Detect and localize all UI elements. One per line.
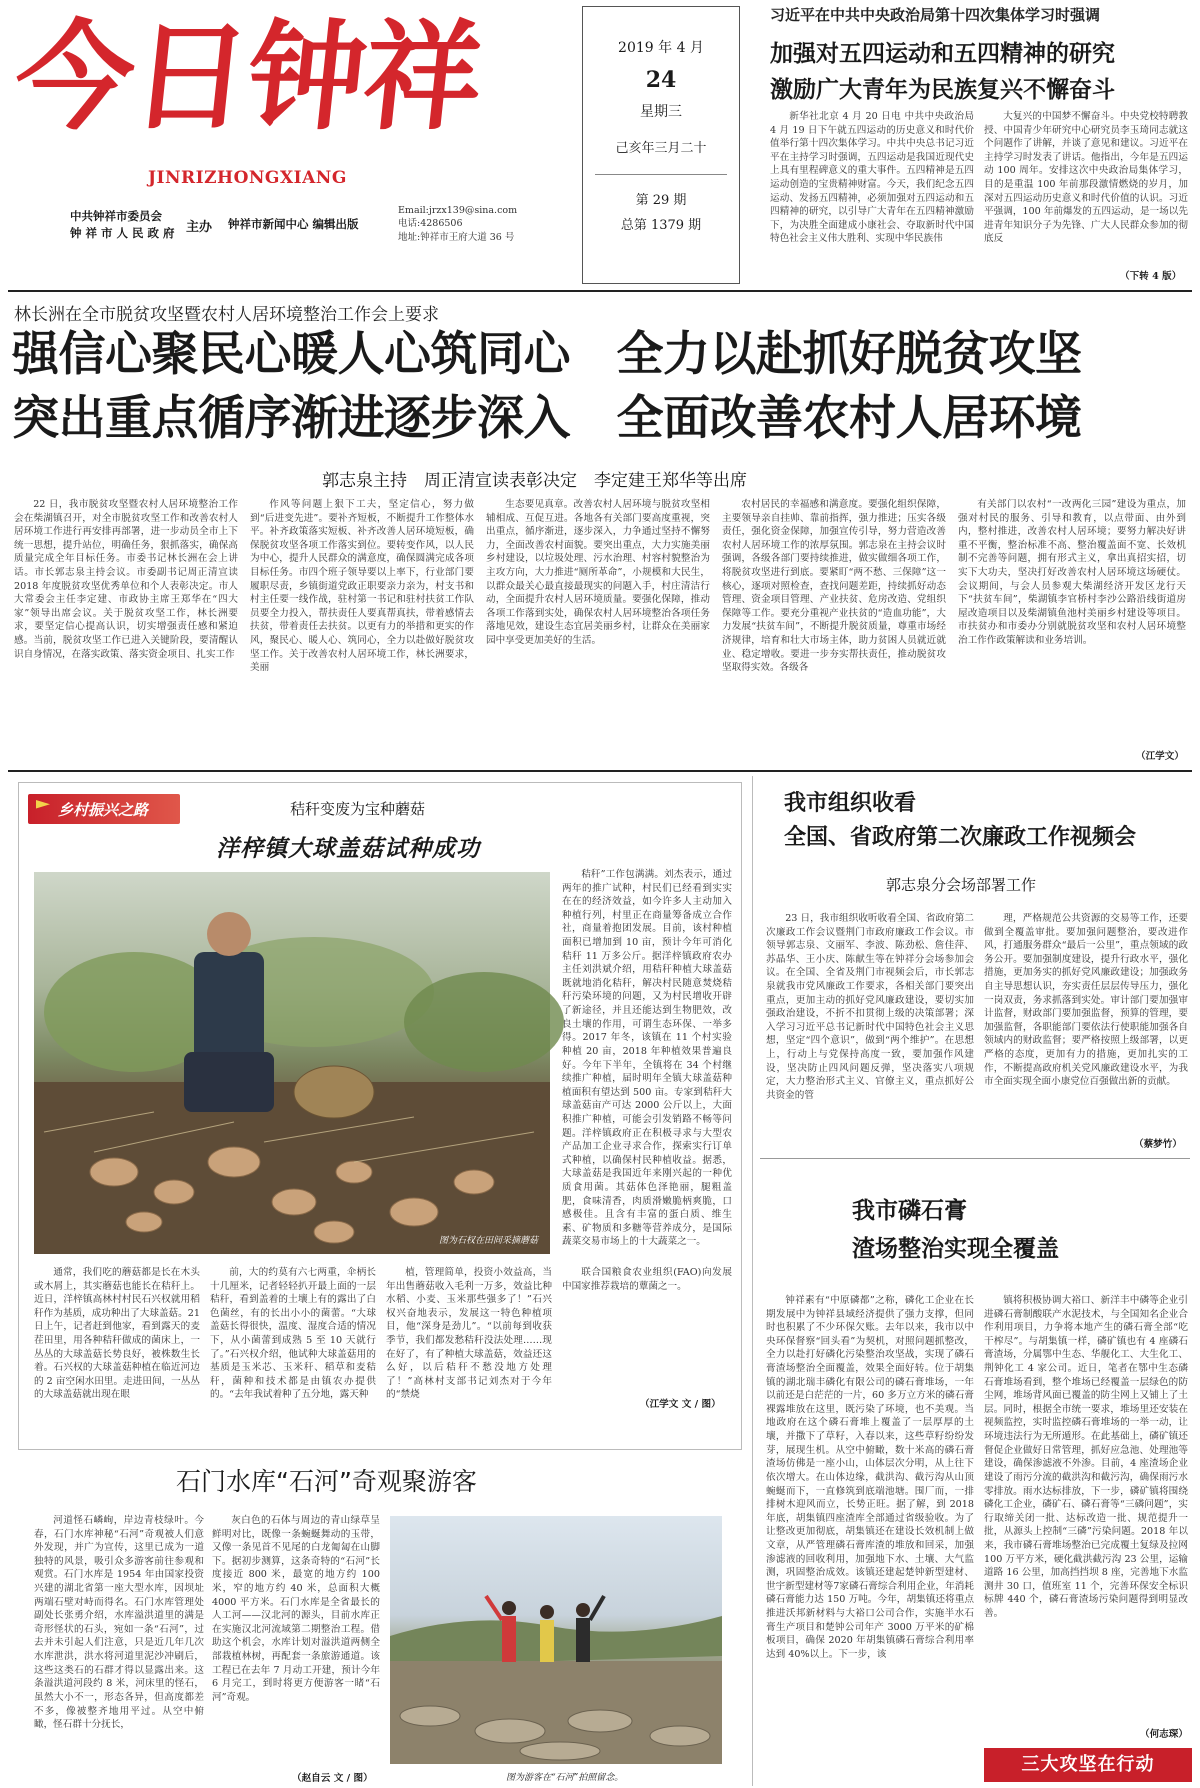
rule-right (760, 1158, 1190, 1159)
rule-top (8, 290, 1192, 292)
corner-banner-text: 三大攻坚在行动 (1021, 1754, 1155, 1775)
corner-banner (984, 1748, 1192, 1782)
reservoir-headline: 石门水库“石河”奇观聚游客 (176, 1467, 477, 1496)
video-subhead: 郭志泉分会场部署工作 (886, 876, 1037, 894)
rule-mid (8, 770, 1192, 772)
lead-col-2: 作风等问题上狠下工夫，坚定信心，努力做到“后进变先进”。要补齐短板，不断提升工作整体水平。补齐政策落实短板、补齐改善人居环境短板，确保脱贫攻坚各项工作落实到位。要转变作风，以人民为中心，提升人民群众的满意度，确保圆满完成各项目标任务。市四个班子领导要以上率下，行业部门要履职尽责，乡镇街道党政正职要亲力亲为，村支书和村主任要一线作战，驻村第一书记和驻村扶贫工作队员要全力投入，帮扶责任人要真帮真扶，带着感情去扶贫，带着责任去扶贫。以更有力的举措和更实的作风，聚民心、暖人心、筑同心，全力以赴做好脱贫攻坚工作。关于改善农村人居环境工作，林长洲要求，美丽 (250, 499, 474, 674)
lead-subhead: 郭志泉主持 周正清宣读表彰决定 李定建王郑华等出席 (322, 471, 747, 491)
contact-address: 地址:钟祥市王府大道 36 号 (398, 231, 515, 243)
lead-byline: （江学文） (1136, 751, 1184, 762)
video-headline1: 我市组织收看 (784, 791, 917, 816)
masthead-pinyin: JINRIZHONGXIANG (148, 168, 347, 188)
publisher: 钟祥市新闻中心 编辑出版 (228, 217, 359, 231)
mushroom-kicker: 秸秆变废为宝种蘑菇 (290, 800, 426, 818)
mushroom-bottom-col-1: 通常，我们吃的蘑菇都是长在木头或木屑上，其实蘑菇也能长在秸秆上。近日，洋梓镇高林村村民石兴权就用稻秆作为基质，成功种出了大球盖菇。21 日上午，记者赶到他家，看到露天的麦茬田里，用各种秸秆做成的菌床上，一丛丛的大球盖菇长势良好，被株数生长着。石兴权的大球盖菇种植在临近河边的 2 亩空闲水田里。走进田间，一丛丛的大球盖菇就出现在眼 (34, 1267, 200, 1401)
video-byline: （蔡梦竹） (1134, 1139, 1182, 1150)
masthead-title: 今日钟祥 (8, 7, 488, 146)
date: 2019 年 4 月 (618, 40, 704, 56)
top-story-continue: （下转 4 版） (1120, 271, 1182, 282)
banner-flag-icon (36, 800, 50, 817)
top-story-headline2: 激励广大青年为民族复兴不懈奋斗 (770, 77, 1115, 103)
mushroom-photo-illustration (34, 872, 550, 1254)
mushroom-byline: （江学文 文 / 图） (640, 1399, 721, 1410)
mushroom-bottom-col-3: 植，管理简单，投资小效益高，当年出售蘑菇收入毛利一万多，效益比种水稻、小麦、玉米那些强多了！”石兴权兴奋地表示，发展这一特色种植项目，他“深身是劲儿”。“以前每到收获季节，我们都发愁秸秆没法处理……现在好了，有了种植大球盖菇，效益还这么好，以后秸秆不愁没地方处理了！”高林村支部书记刘杰对于今年的“禁烧 (386, 1267, 552, 1401)
reservoir-photo-caption: 图为游客在“石河”拍照留念。 (506, 1773, 624, 1783)
phospho-byline: （何志琛） (1140, 1729, 1188, 1740)
mushroom-bottom-col-2: 前，大的约莫有六七两重，伞柄长十几厘米，记者轻轻扒开最上面的一层秸秆，看到盖着的土壤上有的露出了白色菌丝，有的长出小小的菌蕾。“大球盖菇长得很快，温度、湿度合适的情况下，从小菌蕾到成熟 5 至 10 天就行了。”石兴权介绍，他试种大球盖菇用的基质是玉米芯、玉米秆、稻草和麦秸秆，菌种和技术都是由镇农办提供的。“去年我试着种了五分地，露天种 (210, 1267, 376, 1401)
reservoir-col-1: 河道怪石嶙峋，岸边青枝绿叶。今春，石门水库神秘“石河”奇观被人们意外发现，并广为宣传，这里已成为一道独特的风景，吸引众多游客前往参观和观赏。石门水库是 1954 年由国家投资兴建的湖北省第一座大型水库，因坝址两端石壁对峙而得名。石门水库管理处副处长张勇介绍，水库溢洪道里的满是奇形怪状的石头，宛如一条“石河”，过去并未引起人们注意，只是近几年几次水库泄洪，洪水将河道里泥沙冲刷后，这些这类石的石群才得以显露出来。这条溢洪道河段约 8 米，河床里的怪石，虽然大小不一，形态各异，但高度都差不多，像被整齐地用平过。从空中俯瞰，怪石群十分抚长， (34, 1515, 204, 1731)
mushroom-photo-caption: 图为石权在田间采摘蘑菇 (438, 1236, 538, 1246)
sponsor-block (70, 208, 175, 241)
top-story-col2: 大复兴的中国梦不懈奋斗。中央党校特聘教授、中国青少年研究中心研究员李玉琦同志就这个问题作了讲解，并谈了意见和建议。习近平在主持学习时发表了讲话。他指出，今年是五四运动 100 周年。安排这次中央政治局集体学习，目的是重温 100 年前那段激情燃烧的岁月，加深对五四运动历史意义和时代价值的认识。习近平强调，100 年前爆发的五四运动，是一场以先进青年知识分子为先锋、广大人民群众参加的彻底反 (984, 111, 1188, 245)
mushroom-photo (34, 872, 550, 1254)
mushroom-right-col: 秸秆”工作包满满。刘杰表示，通过两年的推广试种，村民们已经看到实实在在的经济效益，如今许多人主动加入种植行列，村里正在商量筹备成立合作社，商量着抱团发展。目前，该村种植面积已增加到 10 亩，预计今年可消化秸秆 11 万多公斤。据洋梓镇政府农办主任刘洪斌介绍，用秸秆种植大球盖菇既就地消化秸秆，解决村民随意焚烧秸秆污染环境的问题，又为村民增收开辟了新途径，并且还能达到生物肥效，改良土壤的作用，可谓生态环保、一举多得。2017 年冬，该镇在 11 个村实验种植 20 亩，2018 年种植效果普遍良好。今年下半年，全镇将在 34 个村继续推广种植，届时明年全镇大球盖菇种植面积有望达到 500 亩。专家到秸秆大球盖菇亩产可达 2000 公斤以上，大面积推广种植，可能会引发销路不畅等问题。洋梓镇政府正在积极寻求与大型农产品加工企业寻求合作，探索实行订单式种植，以确保村民种植收益。据悉，大球盖菇是我国近年来刚兴起的一种优质食用菌。其菇体色泽艳丽，腿粗盖肥，食味清香，肉质滑嫩脆柄爽脆，口感极佳。且含有丰富的蛋白质、维生素、矿物质和多糖等营养成分，是国际蔬菜交易市场上的十大蔬菜之一。 (562, 869, 732, 1248)
top-story-kicker: 习近平在中共中央政治局第十四次集体学习时强调 (770, 6, 1101, 24)
masthead (10, 8, 570, 253)
top-story-col1: 新华社北京 4 月 20 日电 中共中央政治局 4 月 19 日下午就五四运动的历史意义和时代价值举行第十四次集体学习。中共中央总书记习近平在主持学习时强调，五四运动是我国近现代史上具有里程碑意义的重大事件。五四精神是五四运动创造的宝贵精神财富。今天，我们纪念五四运动、发扬五四精神，必须加强对五四运动和五四精神的研究，以引导广大青年在五四精神激励下，为决胜全面建成小康社会、夺取新时代中国特色社会主义伟大胜利、实现中华民族伟 (770, 111, 974, 245)
lead-headline1: 强信心聚民心暖人心筑同心 全力以赴抓好脱贫攻坚 (12, 327, 1082, 382)
reservoir-photo (390, 1516, 722, 1764)
lead-col-3: 生态要见真章。改善农村人居环境与脱贫攻坚相辅相成、互促互进。各地各有关部门要高度重视，突出重点，循序渐进，逐步深入，力争通过坚持不懈努力，全面改善农村面貌。要突出重点，大力实施美丽乡村建设，以垃圾处理、污水治理、村容村貌整治为主攻方向，大力推进“厕所革命”，小规模和大民生，以群众最关心最直接最现实的问题入手，村庄清洁行动，全面提升农村人居环境质量。要强化保障，推动各项工作落到实处，确保农村人居环境整治各项任务落地见效，建设生态宜居美丽乡村，让群众在美丽家园中享受更加美好的生活。 (486, 499, 710, 647)
mushroom-bottom-col-4: 联合国粮食农业组织(FAO)向发展中国家推荐栽培的蕈菌之一。 (562, 1267, 732, 1292)
phospho-headline1: 我市磷石膏 (852, 1197, 967, 1224)
lead-kicker: 林长洲在全市脱贫攻坚暨农村人居环境整治工作会上要求 (14, 305, 439, 325)
lead-col-1: 22 日，我市脱贫攻坚暨农村人居环境整治工作会在柴湖镇召开，对全市脱贫攻坚工作和改善农村人居环境工作进行再安排再部署，进一步动员全市上下统一思想，提升站位，明确任务，狠抓落实，确保高质量完成全年目标任务。市委书记林长洲在会上讲话。市长郭志泉主持会议。市委副书记周正清宣读 2018 年度脱贫攻坚优秀单位和个人表彰决定。市人大常委会主任李定建、市政协主席王郑华在“四大家”领导出席会议。关于脱贫攻坚工作，林长洲要求，要坚定信心提高认识，切实增强责任感和紧迫感。当前，脱贫攻坚工作已进入关键阶段，要清醒认识自身情况，在落实政策、落实资金项目、扎实工作 (14, 499, 238, 660)
video-col-2: 理，严格规范公共资源的交易等工作，还要做到全覆盖审批。要加强问题整治，要改进作风，打通服务群众“最后一公里”，重点领域的政务公开。要加强制度建设，提升行政水平，强化措施，更加务实的抓好党风廉政建设；加强政务自主导思想认识，夯实责任层层传导压力，强化一岗双责，务求抓落到实处。审计部门要加强审计监督，财政部门要加强监督，预算的管理，要加强监督，各职能部门要依法行使职能加强各自领域内的财政监督；要严格按照上级部署，以更严格的态度，更加有力的措施，更加扎实的工作，不断提高政府机关党风廉政建设水平，为我市全面实现全面小康党位百强做出新的贡献。 (984, 913, 1188, 1088)
contact-phone: 电话:4286506 (398, 218, 463, 230)
weekday: 星期三 (640, 104, 682, 120)
issue-number: 第 29 期 (635, 193, 687, 208)
lead-col-4: 农村居民的幸福感和满意度。要强化组织保障，主要领导亲自挂帅、靠前指挥，强力推进；压实各级责任，强化资金保障，加强宣传引导，努力营造改善农村人居环境工作的浓厚氛围。郭志泉在主持会议时强调，各级各部门要持续推进，做实做细各项工作，将脱贫攻坚进行到底。要紧盯“两不愁、三保障”这一核心，逐项对照检查，查找问题差距，持续抓好动态管理、资金项目管理、产业扶贫、危房改造、党组织保障等工作。要充分重视产业扶贫的“造血功能”，大力发展“扶贫车间”，不断提升脱贫质量，尊重市场经济规律，培育和壮大市场主体，助力贫困人员就近就业、稳定增收。要进一步夯实帮扶责任，推动脱贫攻坚取得实效。各级各 (722, 499, 946, 674)
lunar-date: 己亥年三月二十 (615, 141, 707, 156)
mushroom-headline: 洋梓镇大球盖菇试种成功 (216, 835, 480, 862)
contact-email: Email:jrzx139@sina.com (398, 205, 518, 216)
phospho-col-1: 钟祥素有“中原磷都”之称，磷化工企业在长期发展中为钟祥县域经济提供了强力支撑，但同时也积累了不少环保欠账。去年以来，我市以中央环保督察“回头看”为契机，对照问题抓整改，全力以赴打好磷化污染整治攻坚战，实现了磷石膏渣场整治全面覆盖，效果全面好转。位于胡集镇的湖北瑞丰磷化有限公司的磷石膏堆场，一年以前还是白茫茫的一片，60 多万立方米的磷石膏裸露堆放在这里，既污染了环境，也不美观。当地政府在这个磷石膏堆上覆盖了一层厚厚的土壤，并撒下了草籽，入春以来，这些草籽纷纷发芽，展现生机。从空中俯瞰，数十米高的磷石膏渣场仿佛是一座小山，山体层次分明，从上往下依次增大。在山体边缘，截洪沟、截污沟从山顶蜿蜒而下，一直修筑到底端池塘。围厂而，一排排树木迎风而立，长势正旺。据了解，到 2018 年底，胡集镇四座渣库全部通过省级验收。为了让整改更加彻底，胡集镇还在建设长效机制上做文章，从严管理磷石膏库渣的堆放和回采，加强渗滤液的回收利用，加强地下水、土壤、大气监测，巩固整治成效。该镇还建起楚钟新型建材、世宇新型建材等7家磷石膏综合利用企业，年消耗磷石膏能力达 150 万吨。今年，胡集镇还将重点推进沃邦新材料与大裕口公司合作，实施半水石膏生产项目和楚钟公司年产 3000 万平米的矿棉板项目，确保 2020 年胡集镇磷石膏综合利用率达到 40%以上。下一步，该 (766, 1295, 974, 1660)
reservoir-photo-illustration (390, 1516, 722, 1764)
sponsor-role: 主办 (186, 220, 213, 235)
reservoir-col-2: 灰白色的石体与周边的青山绿草呈鲜明对比，既像一条蜿蜒舞动的玉带，又像一条见首不见尾的白龙匍匐在山脚下。据初步测算，这条奇特的“石河”长度接近 800 米，最宽的地方约 100 米，窄的地方约 40 米，总面积大概 4000 平方米。石门水库是全省最长的人工河——汉北河的源头，目前水库正在实施汉北河流域第二期整治工程。借助这个机会，水库计划对溢洪道两侧全部栽植林树，再配套一条旅游通道。该工程已在去年 7 月动工开建，预计今年 6 月完工，到时将更方便游客一睹“石河”奇观。 (212, 1515, 380, 1703)
contact-block (398, 204, 517, 244)
phospho-headline2: 渣场整治实现全覆盖 (852, 1235, 1059, 1262)
lead-headline2: 突出重点循序渐进逐步深入 全面改善农村人居环境 (12, 391, 1082, 446)
lead-col-5: 有关部门以农村“一改两化三园”建设为重点，加强对村民的服务、引导和教育，以点带面、由外到内，整村推进，改善农村人居环境；要努力解决好讲重不平衡，整治标准不高、整治覆盖面不宽、长效机制不完善等问题，拥有形式主义，拿出真招实招，切实下大功夫，坚决打好改善农村人居环境这场硬仗。会议期间，与会人员参观大柴湖经济开发区龙行天下“扶贫车间”，柴湖镇李官桥村李沙公路沿线街道房屋改造项目以及柴湖镇鱼池村美丽乡村建设等项目。市扶贫办和市委办分别就脱贫攻坚和农村人居环境整治工作作政策解读和业务培训。 (958, 499, 1186, 647)
rural-banner (28, 794, 180, 824)
sponsor-line2: 钟 祥 市 人 民 政 府 (70, 225, 175, 240)
day: 24 (645, 67, 677, 93)
total-issue: 总第 1379 期 (620, 218, 702, 233)
top-story-headline1: 加强对五四运动和五四精神的研究 (770, 41, 1115, 67)
rural-banner-text: 乡村振兴之路 (58, 801, 149, 819)
sponsor-line1: 中共钟祥市委员会 (70, 209, 162, 223)
reservoir-byline: （赵自云 文 / 图） (292, 1773, 373, 1784)
video-col-1: 23 日，我市组织收听收看全国、省政府第二次廉政工作会议暨荆门市政府廉政工作会议。市领导郭志泉、文丽军、李波、陈劲松、詹佳萍、苏晶华、王小庆、陈献生等在钟祥分会场参加会议。在全国、全省及荆门市视频会后，市长郭志泉就我市党风廉政工作要求，各相关部门要突出重点，更加主动的抓好党风廉政建设，要切实加强政治建设，不折不扣贯彻上级的决策部署；深入学习习近平总书记新时代中国特色社会主义思想，坚定“四个意识”，做到“两个维护”。在思想上，行动上与党保持高度一致，要加强作风建设，坚决防止四风问题反弹，坚决落实八项规定，大力整治形式主义、官僚主义，重点抓好公共资金的管 (766, 913, 974, 1101)
phospho-col-2: 镇将积极协调大裕口、新洋丰中磷等企业引进磷石膏制酸联产水泥技术，与全国知名企业合作利用项目，力争将本地产生的磷石膏全部“吃干榨尽”。与胡集镇一样，磷矿镇也有 4 座磷石膏渣场，分属鄂中生态、华舰化工、大生化工、荆钟化工 4 家公司。近日，笔者在鄂中生态磷石膏堆场看到，整个堆场已经覆盖一层绿色的防尘网，堆场背风面已覆盖的防尘网上又铺上了土层。同时，根据全市统一要求，堆场里还安装在视频监控，实时监控磷石膏堆场的一举一动，让环境违法行为无所遁形。在此基础上，磷矿镇还督促企业做好日常管理，抓好应急池、处理池等建设，确保渗滤液不外渗。目前，4 座渣场企业建设了雨污分流的截洪沟和截污沟，确保雨污水零排放。雨水达标排放，下一步，磷矿镇将围绕磷化工企业，磷矿石、磷石膏等“三磷问题”，实行取缔关闭一批、达标改造一批、规范提升一批，从源头上控制“三磷”污染问题。2018 年以来，我市磷石膏堆场整治已完成覆土复绿及拉网 100 万平方米，硬化截洪截污沟 23 公里，运输道路 16 公里，加高挡挡坝 8 座，完善地下水监测井 30 口，值班室 11 个，完善环保安全标识标牌 440 个，磷石膏渣场污染问题得到明显改善。 (984, 1295, 1188, 1620)
dateline-box (582, 6, 740, 284)
video-headline2: 全国、省政府第二次廉政工作视频会 (784, 825, 1137, 850)
right-divider (752, 776, 753, 1786)
